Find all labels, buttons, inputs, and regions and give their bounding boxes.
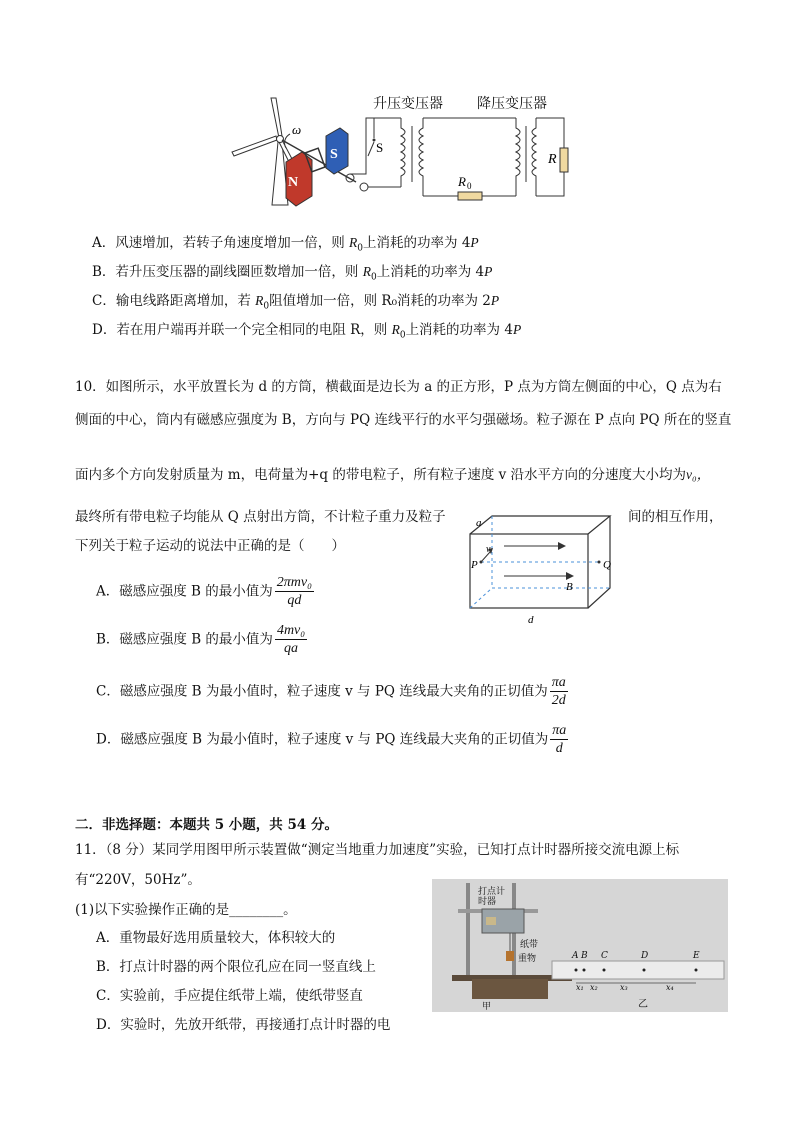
q11-line-2: 有“220V，50Hz”。 [75,872,201,888]
x2-label: x₂ [590,983,598,992]
q10-line-3: 面内多个方向发射质量为 m，电荷量为+q 的带电粒子，所有粒子速度 v 沿水平方向的分速度大小均为v₀， [75,467,711,483]
q11-option-b: B．打点计时器的两个限位孔应在同一竖直线上 [96,959,376,975]
q11-option-a: A．重物最好选用质量较大，体积较大的 [96,930,336,946]
tape-label: 纸带 [520,940,539,950]
q10-line-1: 10．如图所示，水平放置长为 d 的方筒，横截面是边长为 a 的正方形，P 点为方筒左侧面的中心，Q 点为右 [75,379,722,395]
timer-label: 打点计时器 [478,887,506,907]
step-down-label: 降压变压器 [477,96,547,112]
fig-jia-label: 甲 [482,1002,492,1012]
apparatus-photo [432,879,728,1012]
q11-line-1: 11．（8 分）某同学用图甲所示装置做“测定当地重力加速度”实验，已知打点计时器所接交流电源上标 [75,842,680,858]
point-d-label: D [641,951,649,961]
step-up-label: 升压变压器 [373,96,443,112]
q10-option-b: B．磁感应强度 B 的最小值为 $\frac{\text{4mv₀}}{qa}$ [96,623,306,656]
q9-option-a: A．风速增加，若转子角速度增加一倍，则 $R_0$上消耗的功率为 4P [92,235,479,254]
x1-label: x₁ [576,983,584,992]
q10-line-4a: 最终所有带电粒子均能从 Q 点射出方筒，不计粒子重力及粒子 [75,509,446,525]
magnet-s-label: S [330,147,338,162]
point-c-label: C [601,951,608,961]
q9-option-b: B．若升压变压器的副线圈匝数增加一倍，则 $R_0$上消耗的功率为 4P [92,264,493,283]
omega-label: ω [292,122,302,137]
apparatus-drawing [432,879,728,1012]
q10-line-4b: 间的相互作用， [628,509,723,525]
fig-yi-label: 乙 [638,999,648,1010]
fig-label-a: a [476,517,482,529]
magnet-n-label: N [288,175,299,190]
section-2-heading: 二．非选择题：本题共 5 小题，共 54 分。 [75,817,338,833]
q9-option-d: D．若在用户端再并联一个完全相同的电阻 R，则 $R_0$上消耗的功率为 4P [92,322,522,341]
q10-option-d: D．磁感应强度 B 为最小值时，粒子速度 v 与 PQ 连线最大夹角的正切值为 $\frac{\pi a}{d}$ [96,723,567,756]
q9-option-c: C．输电线路距离增加，若 $R_0$阻值增加一倍，则 R₀消耗的功率为 2P [92,293,500,312]
r0-label: R [458,174,466,189]
fig-label-d: d [528,614,534,626]
q10-option-c: C．磁感应强度 B 为最小值时，粒子速度 v 与 PQ 连线最大夹角的正切值为 $\frac{\pi a}{2d}$ [96,675,566,708]
fig-label-b: B [566,581,573,593]
fig-label-v: v [486,544,491,555]
weight-label: 重物 [518,954,537,964]
q10-option-a: A．磁感应强度 B 的最小值为 $\frac{\text{2πmv₀}}{qd}$ [96,575,312,608]
q10-line-5: 下列关于粒子运动的说法中正确的是（ ） [75,538,345,554]
switch-label: S [376,140,384,155]
q11-option-c: C．实验前，手应提住纸带上端，使纸带竖直 [96,988,363,1004]
q10-box-figure [466,512,626,627]
point-b-label: B [581,951,588,961]
point-e-label: E [693,951,700,961]
q11-sub-1: (1)以下实验操作正确的是________。 [75,902,297,918]
r-label: R [548,152,557,167]
r0-subscript: 0 [467,181,472,191]
x4-label: x₄ [666,983,674,992]
fig-label-q: Q [603,559,611,571]
point-a-label: A [572,951,579,961]
q10-line-2: 侧面的中心，筒内有磁感应强度为 B，方向与 PQ 连线平行的水平匀强磁场。粒子源在 P 点向 PQ 所在的竖直 [75,412,732,428]
x3-label: x₃ [620,983,628,992]
q11-option-d: D．实验时，先放开纸带，再接通打点计时器的电 [96,1017,391,1033]
fig-label-p: P [471,559,478,571]
